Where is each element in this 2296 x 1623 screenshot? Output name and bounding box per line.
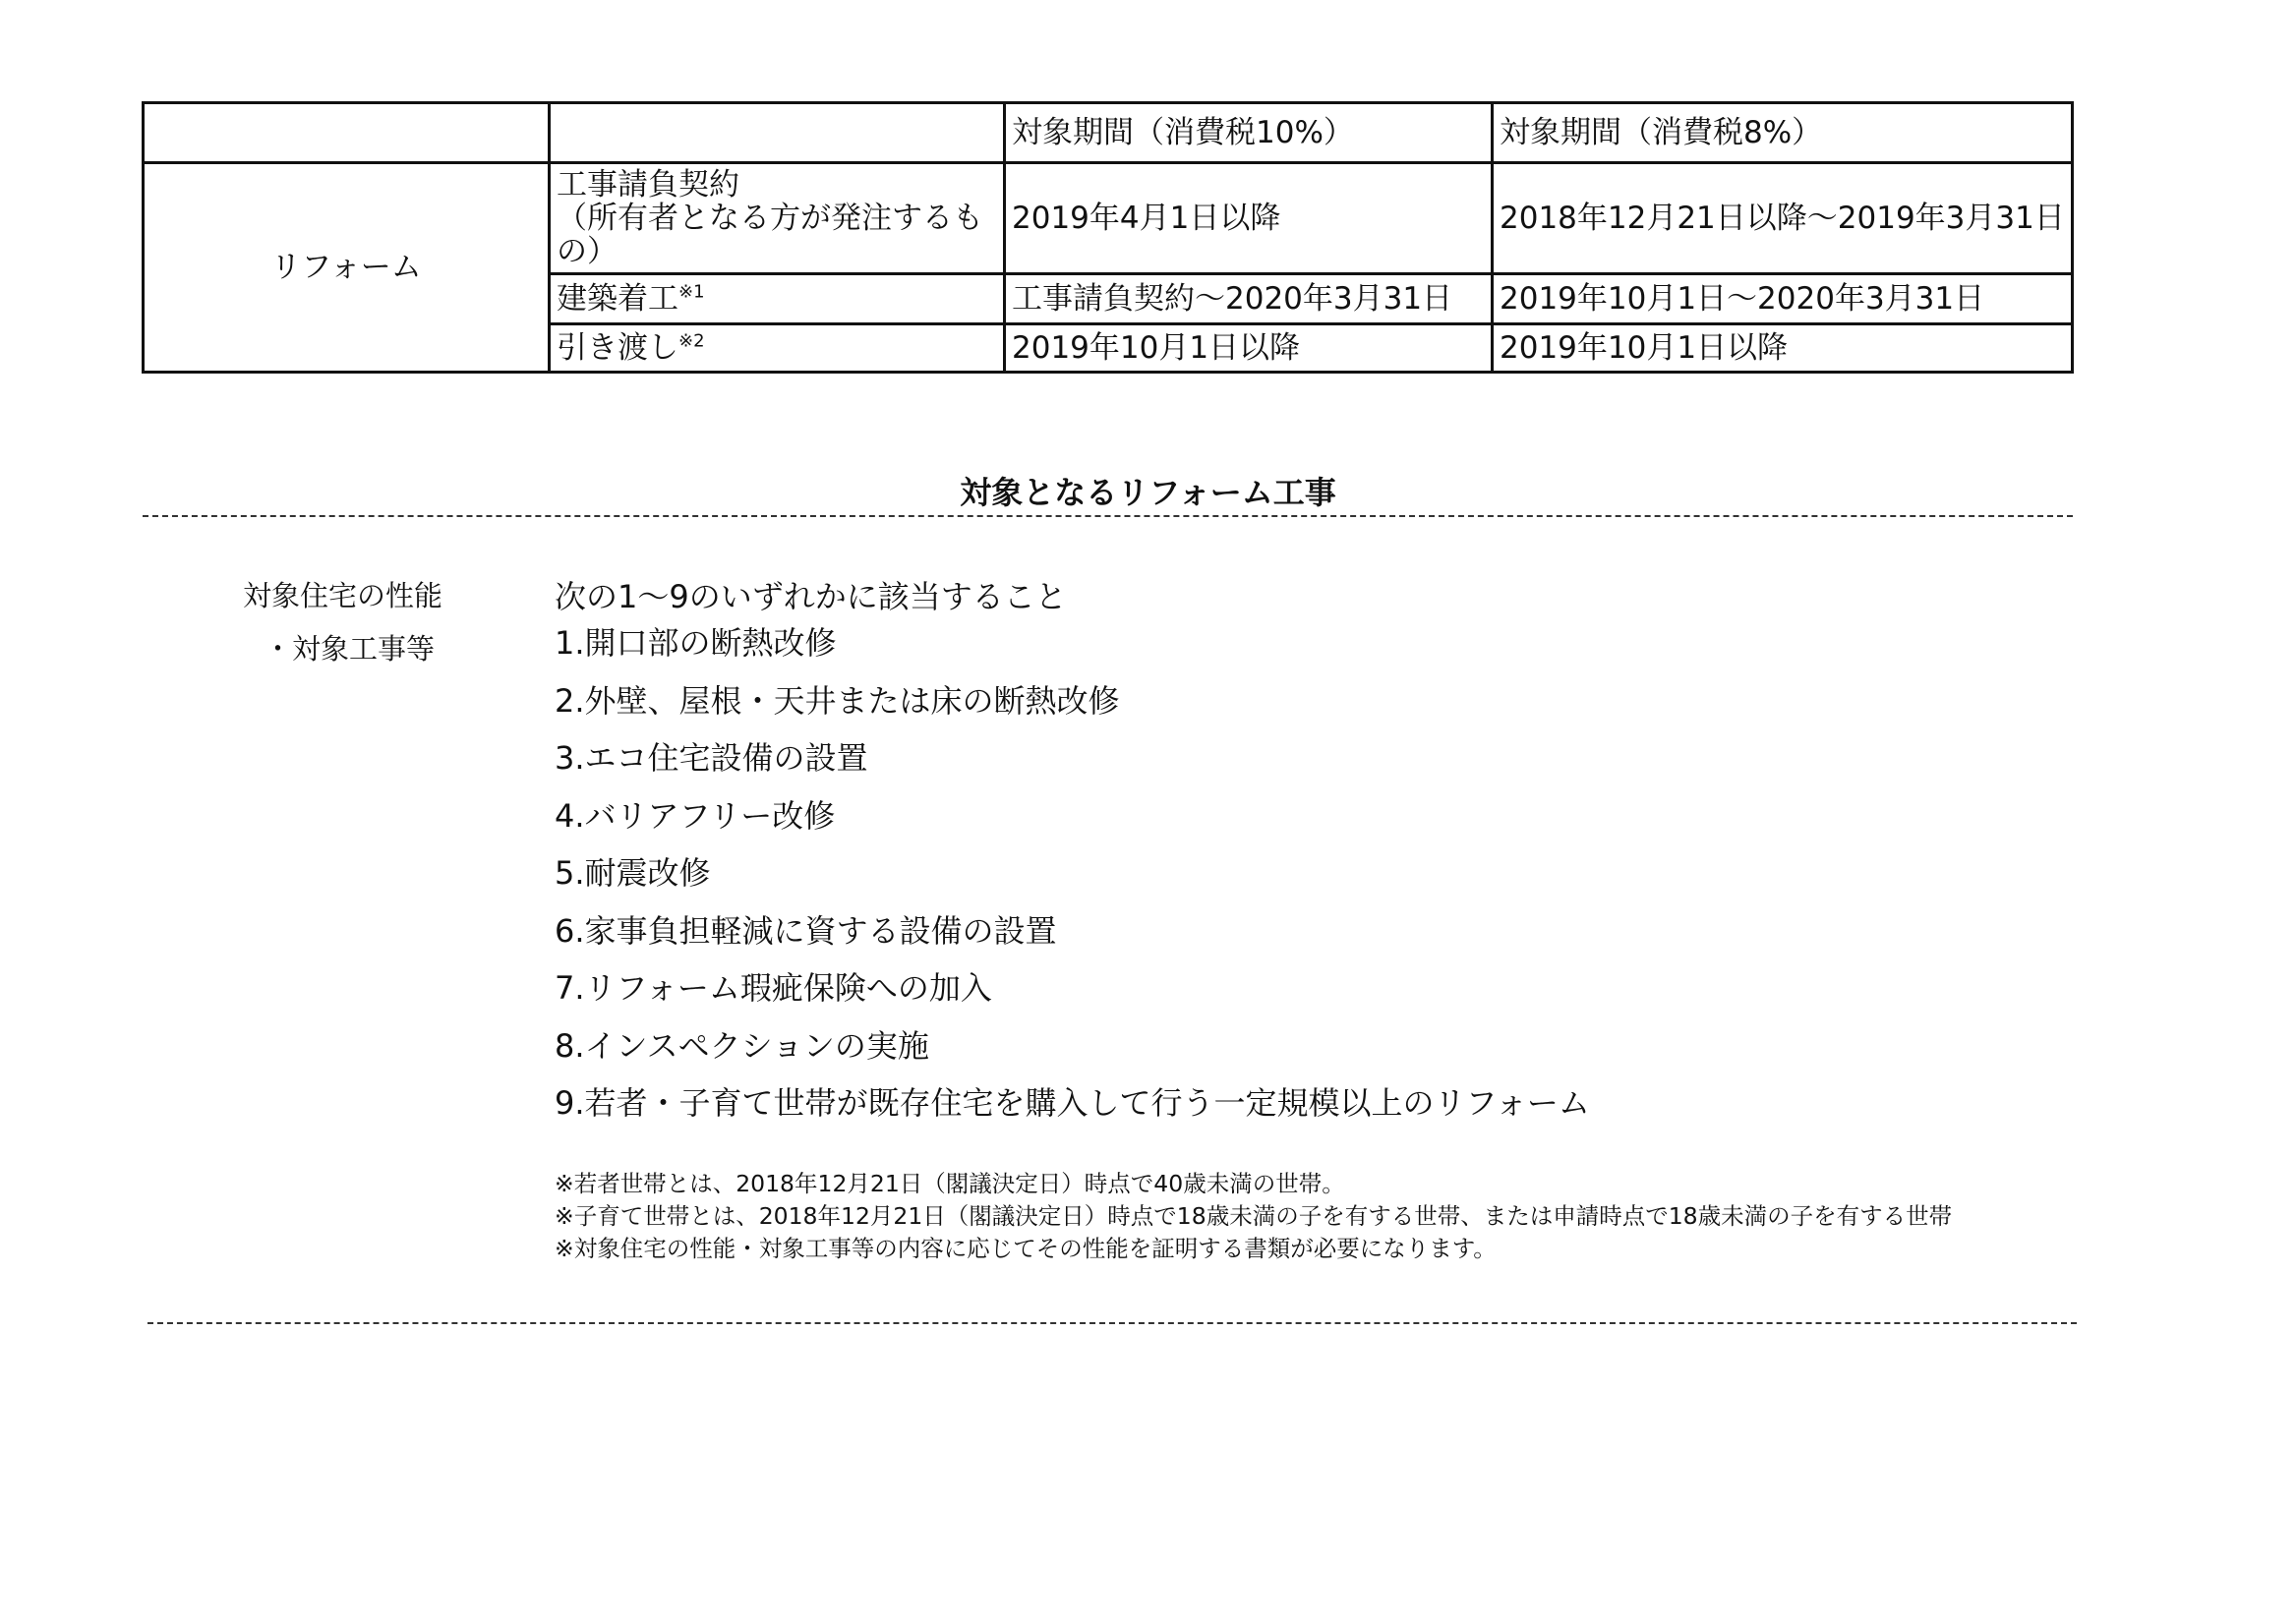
header-empty-cell [550,103,1005,163]
tax10-cell: 2019年10月1日以降 [1005,324,1493,373]
tax10-cell: 工事請負契約～2020年3月31日 [1005,274,1493,324]
row-name-text: 建築着工 [557,280,678,317]
criteria-intro: 次の1～9のいずれかに該当すること [555,578,1067,615]
list-item: 7.リフォーム瑕疵保険への加入 [555,969,992,1007]
list-item: 8.インスペクションの実施 [555,1026,929,1065]
row-name-line: の） [557,234,618,270]
list-item: 9.若者・子育て世帯が既存住宅を購入して行う一定規模以上のリフォーム [555,1084,1590,1122]
eligible-work-list [555,623,1590,1141]
list-item: 2.外壁、屋根・天井または床の断熱改修 [555,681,1120,720]
category-cell: リフォーム [144,163,550,373]
dashed-divider [147,1322,2077,1324]
footnote: ※子育て世帯とは、2018年12月21日（閣議決定日）時点で18歳未満の子を有する世帯、または申請時点で18歳未満の子を有する世帯 [555,1202,1953,1230]
footnote: ※若者世帯とは、2018年12月21日（閣議決定日）時点で40歳未満の世帯。 [555,1170,1345,1197]
header-tax10: 対象期間（消費税10%） [1005,103,1493,163]
header-empty-cell [144,103,550,163]
header-tax8: 対象期間（消費税8%） [1493,103,2073,163]
footnote-marker: ※1 [678,281,705,303]
tax-period-table [142,101,2074,374]
footnote: ※対象住宅の性能・対象工事等の内容に応じてその性能を証明する書類が必要になります。 [555,1235,1497,1262]
row-name-contract [550,163,1005,274]
tax10-cell: 2019年4月1日以降 [1005,163,1493,274]
tax8-cell: 2019年10月1日以降 [1493,324,2073,373]
list-item: 5.耐震改修 [555,854,711,892]
criteria-label: 対象住宅の性能 [243,579,443,612]
table-row [144,163,2073,274]
tax8-cell: 2019年10月1日～2020年3月31日 [1493,274,2073,324]
footnotes [555,1168,1952,1265]
row-name-text: 引き渡し [557,329,678,366]
criteria-label: ・対象工事等 [264,632,436,666]
list-item: 3.エコ住宅設備の設置 [555,739,868,777]
row-name-line: （所有者となる方が発注するも [557,200,983,236]
row-name-start [550,274,1005,324]
row-name-handover [550,324,1005,373]
tax8-cell: 2018年12月21日以降～2019年3月31日 [1493,163,2073,274]
footnote-marker: ※2 [678,330,705,352]
list-item: 6.家事負担軽減に資する設備の設置 [555,911,1057,950]
row-name-line: 工事請負契約 [557,166,739,203]
table-header-row [144,103,2073,163]
list-item: 1.開口部の断熱改修 [555,624,837,662]
list-item: 4.バリアフリー改修 [555,796,836,835]
section-title: 対象となるリフォーム工事 [960,474,1336,511]
dashed-divider [143,515,2073,517]
